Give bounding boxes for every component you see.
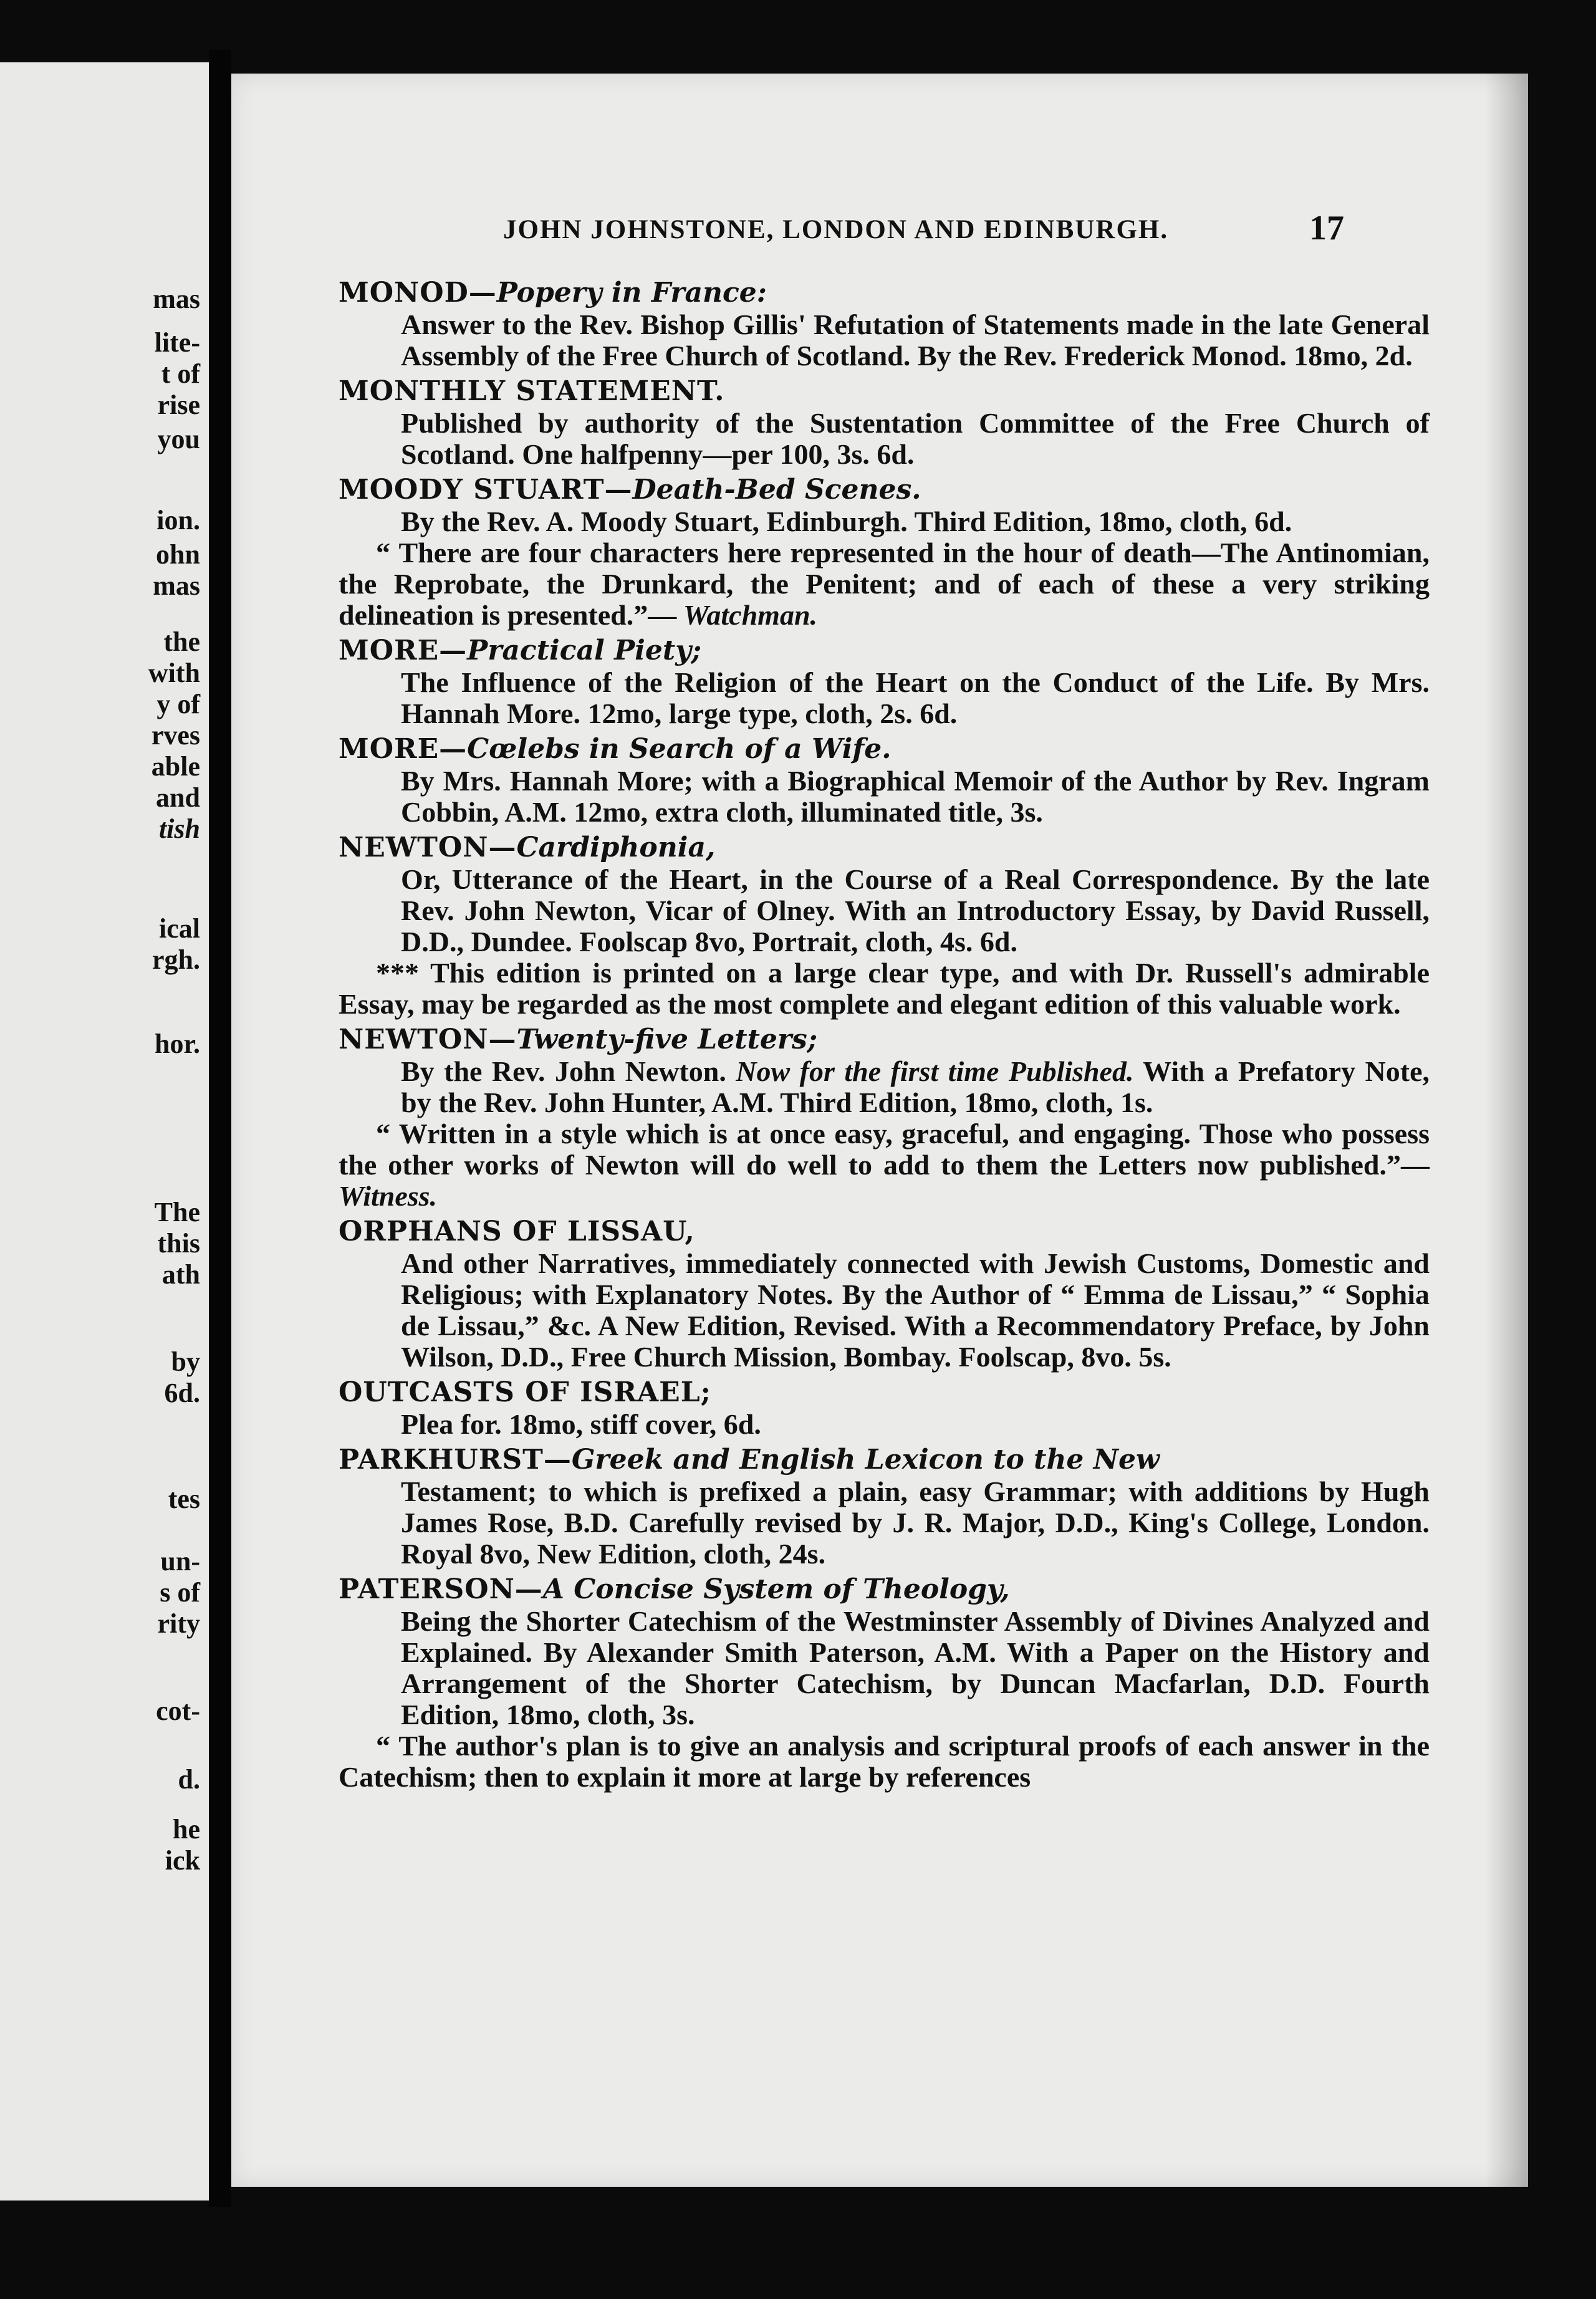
entry-title: Practical Piety; — [467, 635, 702, 666]
entry-heading — [339, 375, 1430, 408]
entry-heading — [339, 1376, 1430, 1409]
left-page-fragment: rity — [157, 1608, 200, 1639]
left-page-fragment: 6d. — [164, 1378, 200, 1408]
entry-description: Published by authority of the Sustentation Committee of the Free Church of Scotland. One halfpenny—per 100, 3s. 6d. — [401, 407, 1430, 470]
left-page-fragment: tes — [168, 1484, 200, 1514]
entry-heading: MONOD—Popery in France: — [339, 277, 767, 309]
entry-title: Cœlebs in Search of a Wife. — [467, 733, 892, 765]
left-page-fragment: tish — [158, 814, 200, 844]
left-page-fragment: ical — [159, 913, 200, 944]
entry-title: Twenty-five Letters; — [516, 1024, 818, 1055]
left-page-fragment: hor. — [155, 1029, 200, 1059]
left-page-fragment: you — [157, 424, 200, 454]
left-page-fragment: y of — [156, 689, 200, 719]
book-gutter — [209, 50, 231, 2207]
left-page-fragment: ick — [165, 1845, 200, 1876]
catalogue-entries — [339, 277, 1430, 1793]
catalogue-entry — [339, 1444, 1430, 1570]
left-page-fragment: by — [171, 1346, 200, 1377]
entry-author: MONTHLY STATEMENT. — [339, 375, 725, 407]
entry-review-quote: “ Written in a style which is at once easy, graceful, and engaging. Those who possess the other works of Newton will do well to add to them the Letters now published.”— Witness. — [339, 1118, 1430, 1212]
entry-description: Answer to the Rev. Bishop Gillis' Refutation of Statements made in the late General Assembly of the Free Church of Scotland. By the Rev. Frederick Monod. 18mo, 2d. — [401, 309, 1430, 372]
quote-source: Witness. — [339, 1180, 438, 1212]
entry-description: Testament; to which is prefixed a plain, easy Grammar; with additions by Hugh James Rose, B.D. Carefully revised by J. R. Major, D.D., King's College, London. Royal 8vo, New Edition, cloth, 24s. — [401, 1476, 1430, 1570]
left-page-fragment: he — [173, 1814, 200, 1845]
entry-description: Being the Shorter Catechism of the Westminster Assembly of Divines Analyzed and Explained. By Alexander Smith Paterson, A.M. With a Paper on the History and Arrangement of the Shorter Catechism, by Duncan Macfarlan, D.D. Fourth Edition, 18mo, cloth, 3s. — [401, 1605, 1430, 1730]
left-page-fragment: ohn — [156, 539, 200, 570]
left-page-fragment: mas — [153, 570, 200, 601]
entry-review-quote: “ The author's plan is to give an analysis and scriptural proofs of each answer in the Catechism; then to explain it more at large by references — [339, 1730, 1430, 1793]
left-page-fragment: mas — [153, 284, 200, 314]
left-page-fragment: lite- — [154, 327, 200, 358]
catalogue-entry — [339, 1376, 1430, 1440]
entry-author: NEWTON — [339, 832, 489, 863]
entry-author: OUTCASTS OF ISRAEL; — [339, 1376, 711, 1408]
entry-author: NEWTON — [339, 1024, 489, 1055]
entry-title: Greek and English Lexicon to the New — [571, 1444, 1160, 1476]
left-page-fragment: s of — [160, 1577, 200, 1608]
entry-heading: MOODY STUART—Death-Bed Scenes. — [339, 474, 921, 506]
left-page-fragment: and — [156, 782, 200, 813]
running-head: JOHN JOHNSTONE, LONDON AND EDINBURGH. — [503, 215, 1169, 244]
left-page-fragment: ath — [161, 1259, 200, 1290]
left-page-fragment: with — [148, 658, 200, 688]
quote-source: Watchman. — [676, 599, 818, 631]
entry-author: MORE — [339, 733, 440, 765]
entry-author: PATERSON — [339, 1573, 515, 1605]
entry-heading: MORE—Cœlebs in Search of a Wife. — [339, 733, 892, 765]
entry-heading: NEWTON—Twenty-five Letters; — [339, 1024, 818, 1055]
entry-description: By the Rev. A. Moody Stuart, Edinburgh. Third Edition, 18mo, cloth, 6d. — [401, 506, 1292, 537]
catalogue-entry — [339, 635, 1430, 729]
left-page-fragment: The — [154, 1197, 200, 1227]
right-page — [231, 74, 1528, 2187]
entry-description: By the Rev. John Newton. Now for the first time Published. With a Prefatory Note, by the Rev. John Hunter, A.M. Third Edition, 18mo, cloth, 1s. — [401, 1055, 1430, 1118]
entry-heading: NEWTON—Cardiphonia, — [339, 832, 716, 863]
left-page-edge — [0, 62, 213, 2201]
left-page-fragment: able — [151, 751, 200, 782]
entry-author: MORE — [339, 635, 440, 666]
entry-author: MOODY STUART — [339, 474, 605, 506]
page-number: 17 — [1309, 209, 1344, 247]
entry-description: Or, Utterance of the Heart, in the Course of a Real Correspondence. By the late Rev. John Newton, Vicar of Olney. With an Introductory Essay, by David Russell, D.D., Dundee. Foolscap 8vo, Portrait, cloth, 4s. 6d. — [401, 863, 1430, 958]
entry-heading: PATERSON—A Concise System of Theology, — [339, 1573, 1010, 1605]
entry-author: PARKHURST — [339, 1444, 544, 1476]
left-page-fragment: t of — [161, 358, 200, 389]
left-page-fragment: ion. — [156, 505, 200, 535]
left-page-fragment: the — [163, 626, 200, 657]
entry-description: By Mrs. Hannah More; with a Biographical Memoir of the Author by Rev. Ingram Cobbin, A.M. 12mo, extra cloth, illuminated title, 3s. — [401, 765, 1430, 828]
catalogue-entry — [339, 832, 1430, 1020]
entry-review-quote: *** This edition is printed on a large clear type, and with Dr. Russell's admirable Essay, may be regarded as the most complete and elegant edition of this valuable work. — [339, 957, 1430, 1020]
entry-title: A Concise System of Theology, — [542, 1573, 1010, 1605]
left-page-fragment: this — [157, 1228, 200, 1259]
catalogue-entry — [339, 1216, 1430, 1373]
left-page-fragment: rves — [151, 720, 200, 751]
entry-title: Cardiphonia, — [516, 832, 716, 863]
catalogue-entry — [339, 375, 1430, 470]
entry-description: The Influence of the Religion of the Heart on the Conduct of the Life. By Mrs. Hannah More. 12mo, large type, cloth, 2s. 6d. — [401, 666, 1430, 729]
catalogue-entry — [339, 277, 1430, 372]
entry-title: Popery in France: — [496, 277, 767, 309]
entry-review-quote: “ There are four characters here represented in the hour of death—The Antinomian, the Reprobate, the Drunkard, the Penitent; and of each of these a very striking delineation is presented.”— Watchman. — [339, 537, 1430, 631]
entry-title: Death-Bed Scenes. — [632, 474, 921, 506]
page-edge-shadow — [1484, 74, 1528, 2187]
entry-italic-note: Now for the first time Published. — [736, 1055, 1134, 1087]
left-page-fragment: cot- — [156, 1696, 200, 1726]
entry-heading — [339, 1216, 1430, 1248]
entry-description: Plea for. 18mo, stiff cover, 6d. — [401, 1408, 761, 1440]
left-page-fragment: d. — [178, 1764, 200, 1795]
catalogue-entry — [339, 1024, 1430, 1212]
left-page-fragment: rgh. — [152, 944, 200, 975]
entry-heading: MORE—Practical Piety; — [339, 635, 702, 666]
catalogue-entry — [339, 474, 1430, 631]
left-page-fragment: un- — [160, 1546, 200, 1577]
catalogue-entry — [339, 1573, 1430, 1793]
catalogue-entry — [339, 733, 1430, 828]
left-page-fragment: rise — [157, 390, 200, 420]
entry-description: And other Narratives, immediately connected with Jewish Customs, Domestic and Religious; with Explanatory Notes. By the Author of “ Emma de Lissau,” “ Sophia de Lissau,” &c. A New Edition, Revised. With a Recommendatory Preface, by John Wilson, D.D., Free Church Mission, Bombay. Foolscap, 8vo. 5s. — [401, 1247, 1430, 1373]
entry-heading: PARKHURST—Greek and English Lexicon to the New — [339, 1444, 1160, 1476]
entry-author: MONOD — [339, 277, 469, 309]
entry-author: ORPHANS OF LISSAU, — [339, 1216, 695, 1247]
